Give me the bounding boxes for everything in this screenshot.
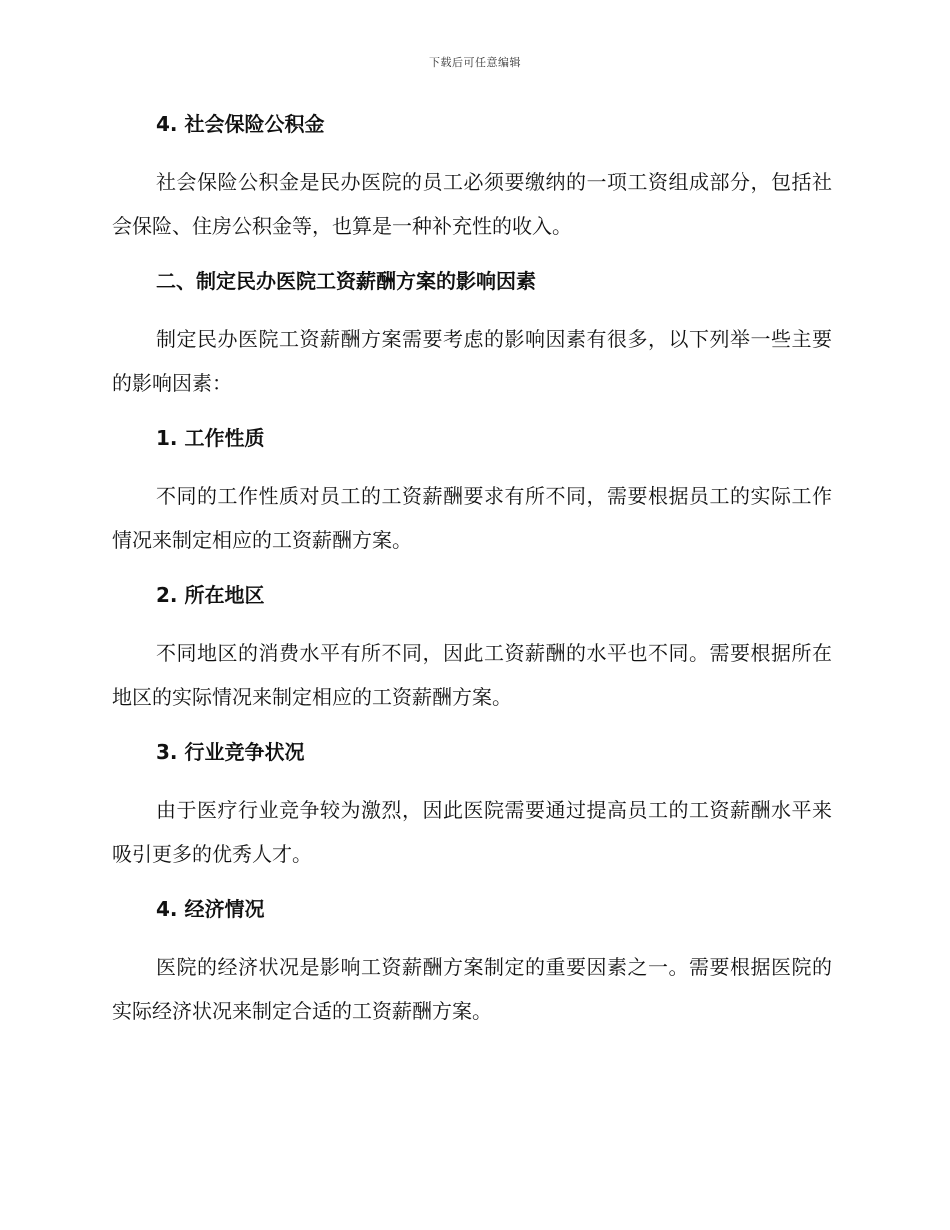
paragraph-work-nature: 不同的工作性质对员工的工资薪酬要求有所不同，需要根据员工的实际工作情况来制定相应的工资薪酬方案。: [112, 484, 832, 552]
document-body: [112, 108, 832, 1050]
section-heading-influencing-factors: 二、制定民办医院工资薪酬方案的影响因素: [156, 269, 536, 293]
section-heading-work-nature: 1. 工作性质: [156, 426, 265, 450]
page-header: 下载后可任意编辑: [429, 56, 521, 69]
section-heading-economic-situation: 4. 经济情况: [156, 897, 265, 921]
paragraph-economic-situation: 医院的经济状况是影响工资薪酬方案制定的重要因素之一。需要根据医院的实际经济状况来制定合适的工资薪酬方案。: [112, 955, 832, 1023]
paragraph-region: 不同地区的消费水平有所不同，因此工资薪酬的水平也不同。需要根据所在地区的实际情况来制定相应的工资薪酬方案。: [112, 641, 832, 709]
paragraph-industry-competition: 由于医疗行业竞争较为激烈，因此医院需要通过提高员工的工资薪酬水平来吸引更多的优秀人才。: [112, 798, 832, 866]
section-heading-social-insurance: 4. 社会保险公积金: [156, 112, 325, 136]
section-heading-industry-competition: 3. 行业竞争状况: [156, 740, 305, 764]
paragraph-social-insurance: 社会保险公积金是民办医院的员工必须要缴纳的一项工资组成部分，包括社会保险、住房公积金等，也算是一种补充性的收入。: [112, 170, 832, 238]
section-heading-region: 2. 所在地区: [156, 583, 265, 607]
paragraph-influencing-factors-intro: 制定民办医院工资薪酬方案需要考虑的影响因素有很多，以下列举一些主要的影响因素：: [112, 327, 832, 395]
